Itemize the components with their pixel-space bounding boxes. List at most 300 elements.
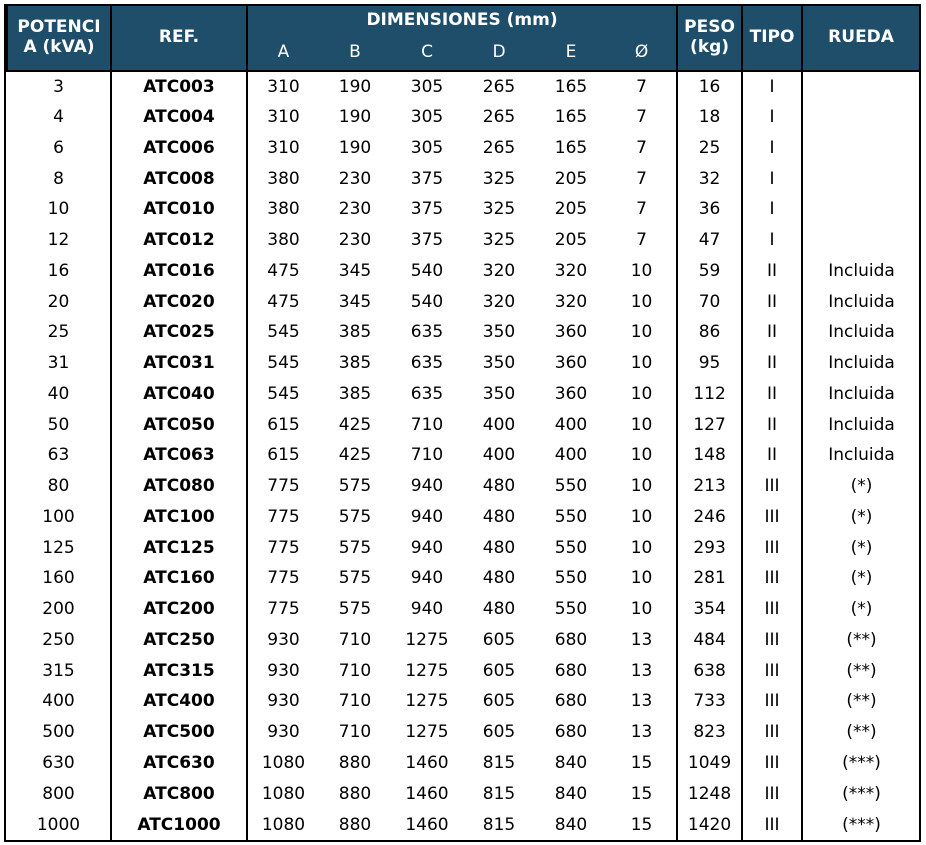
cell-rueda: (**) xyxy=(802,655,920,686)
cell-dim-c: 940 xyxy=(410,599,444,620)
cell-ref: ATC063 xyxy=(111,440,247,471)
cell-peso: 246 xyxy=(677,502,742,533)
cell-dim-d: 605 xyxy=(482,722,516,743)
cell-dim-d: 400 xyxy=(482,414,516,435)
table-row xyxy=(7,286,920,317)
cell-dim-c: 1275 xyxy=(405,691,449,712)
table-row xyxy=(7,625,920,656)
cell-dim-diameter: 10 xyxy=(630,322,653,343)
cell-potencia: 8 xyxy=(53,168,64,189)
cell-dim-a: 775 xyxy=(247,594,319,625)
cell-potencia: 125 xyxy=(42,537,75,558)
cell-ref: ATC080 xyxy=(111,471,247,502)
cell-dim-a: 930 xyxy=(247,655,319,686)
cell-rueda xyxy=(802,225,920,256)
cell-dim-b: 575 xyxy=(338,568,372,589)
table-row xyxy=(7,71,920,102)
cell-dim-a: 310 xyxy=(247,102,319,133)
cell-dim-d: 815 xyxy=(482,783,516,804)
cell-dim-diameter: 10 xyxy=(630,506,653,527)
cell-dim-diameter: 10 xyxy=(630,383,653,404)
cell-dim-e: 320 xyxy=(554,291,588,312)
cell-dim-diameter: 10 xyxy=(630,260,653,281)
cell-dim-c: 540 xyxy=(410,291,444,312)
cell-rueda: (*) xyxy=(802,563,920,594)
cell-dim-b: 190 xyxy=(338,76,372,97)
table-row xyxy=(7,717,920,748)
cell-dim-e: 360 xyxy=(554,383,588,404)
cell-rueda: Incluida xyxy=(802,348,920,379)
cell-ref: ATC012 xyxy=(111,225,247,256)
cell-potencia: 315 xyxy=(42,660,75,681)
cell-dim-diameter: 15 xyxy=(630,752,653,773)
header-dim-e: E xyxy=(535,36,607,71)
cell-rueda: (*) xyxy=(802,594,920,625)
cell-dim-c: 1275 xyxy=(405,629,449,650)
cell-ref: ATC630 xyxy=(111,748,247,779)
cell-dim-d: 480 xyxy=(482,568,516,589)
cell-peso: 354 xyxy=(677,594,742,625)
cell-dim-diameter: 7 xyxy=(636,168,647,189)
cell-rueda: (**) xyxy=(802,686,920,717)
cell-potencia: 100 xyxy=(42,506,75,527)
cell-dim-diameter: 10 xyxy=(630,414,653,435)
cell-dim-b: 345 xyxy=(338,291,372,312)
cell-dim-c: 375 xyxy=(410,199,444,220)
cell-ref: ATC003 xyxy=(111,71,247,102)
cell-rueda: (**) xyxy=(802,717,920,748)
cell-rueda xyxy=(802,194,920,225)
table-body xyxy=(7,71,920,840)
cell-peso: 823 xyxy=(677,717,742,748)
cell-tipo: III xyxy=(742,471,802,502)
cell-potencia: 25 xyxy=(47,322,70,343)
cell-dim-b: 230 xyxy=(338,230,372,251)
cell-tipo: I xyxy=(742,102,802,133)
cell-dim-b: 230 xyxy=(338,199,372,220)
cell-dim-diameter: 10 xyxy=(630,599,653,620)
cell-dim-e: 680 xyxy=(554,722,588,743)
header-dim-c: C xyxy=(391,36,463,71)
cell-dim-a: 380 xyxy=(247,194,319,225)
cell-peso: 733 xyxy=(677,686,742,717)
cell-rueda: Incluida xyxy=(802,286,920,317)
cell-peso: 32 xyxy=(677,163,742,194)
cell-dim-b: 710 xyxy=(338,691,372,712)
cell-dim-a: 775 xyxy=(247,502,319,533)
cell-tipo: III xyxy=(742,809,802,840)
cell-dim-a: 615 xyxy=(247,440,319,471)
cell-rueda xyxy=(802,102,920,133)
cell-dim-diameter: 10 xyxy=(630,476,653,497)
cell-dim-diameter: 10 xyxy=(630,537,653,558)
cell-peso: 484 xyxy=(677,625,742,656)
cell-rueda: (*) xyxy=(802,502,920,533)
cell-peso: 16 xyxy=(677,71,742,102)
cell-dim-c: 1460 xyxy=(405,814,449,835)
header-potencia: POTENCI A (kVA) xyxy=(7,6,111,71)
cell-ref: ATC050 xyxy=(111,409,247,440)
spec-table xyxy=(6,6,921,840)
cell-dim-e: 205 xyxy=(554,230,588,251)
cell-dim-b: 425 xyxy=(338,445,372,466)
table-row xyxy=(7,686,920,717)
cell-dim-a: 475 xyxy=(247,286,319,317)
cell-dim-b: 575 xyxy=(338,506,372,527)
cell-dim-b: 880 xyxy=(338,814,372,835)
cell-ref: ATC250 xyxy=(111,625,247,656)
cell-dim-b: 385 xyxy=(338,322,372,343)
cell-dim-d: 605 xyxy=(482,691,516,712)
cell-ref: ATC160 xyxy=(111,563,247,594)
cell-ref: ATC008 xyxy=(111,163,247,194)
cell-dim-e: 680 xyxy=(554,629,588,650)
cell-dim-diameter: 7 xyxy=(636,199,647,220)
header-dim-b: B xyxy=(319,36,391,71)
table-row xyxy=(7,532,920,563)
cell-dim-a: 380 xyxy=(247,225,319,256)
cell-tipo: III xyxy=(742,563,802,594)
cell-potencia: 63 xyxy=(47,445,70,466)
cell-dim-diameter: 13 xyxy=(630,691,653,712)
cell-peso: 59 xyxy=(677,256,742,287)
cell-tipo: III xyxy=(742,532,802,563)
cell-dim-e: 400 xyxy=(554,414,588,435)
cell-tipo: I xyxy=(742,225,802,256)
cell-dim-d: 265 xyxy=(482,137,516,158)
cell-dim-b: 575 xyxy=(338,537,372,558)
cell-dim-b: 880 xyxy=(338,783,372,804)
cell-dim-diameter: 7 xyxy=(636,137,647,158)
header-ref: REF. xyxy=(111,6,247,71)
cell-dim-a: 1080 xyxy=(247,778,319,809)
cell-rueda xyxy=(802,133,920,164)
cell-dim-e: 205 xyxy=(554,168,588,189)
cell-dim-b: 230 xyxy=(338,168,372,189)
cell-potencia: 250 xyxy=(42,629,75,650)
header-tipo: TIPO xyxy=(742,6,802,71)
cell-tipo: I xyxy=(742,163,802,194)
cell-peso: 36 xyxy=(677,194,742,225)
cell-dim-e: 680 xyxy=(554,691,588,712)
cell-dim-diameter: 7 xyxy=(636,76,647,97)
cell-dim-a: 1080 xyxy=(247,809,319,840)
header-dim-diameter: Ø xyxy=(607,36,677,71)
cell-dim-diameter: 10 xyxy=(630,445,653,466)
table-row xyxy=(7,809,920,840)
cell-dim-e: 360 xyxy=(554,322,588,343)
cell-ref: ATC1000 xyxy=(111,809,247,840)
cell-dim-d: 400 xyxy=(482,445,516,466)
cell-dim-b: 190 xyxy=(338,107,372,128)
cell-ref: ATC031 xyxy=(111,348,247,379)
cell-dim-c: 635 xyxy=(410,322,444,343)
cell-dim-c: 305 xyxy=(410,76,444,97)
cell-dim-a: 775 xyxy=(247,471,319,502)
cell-tipo: I xyxy=(742,133,802,164)
cell-peso: 1248 xyxy=(677,778,742,809)
cell-dim-b: 710 xyxy=(338,629,372,650)
cell-dim-c: 710 xyxy=(410,445,444,466)
cell-dim-a: 310 xyxy=(247,71,319,102)
cell-dim-diameter: 10 xyxy=(630,568,653,589)
cell-potencia: 20 xyxy=(47,291,70,312)
cell-dim-e: 165 xyxy=(554,107,588,128)
cell-dim-a: 930 xyxy=(247,625,319,656)
cell-peso: 638 xyxy=(677,655,742,686)
header-dim-a: A xyxy=(247,36,319,71)
cell-dim-a: 775 xyxy=(247,563,319,594)
cell-peso: 1420 xyxy=(677,809,742,840)
cell-potencia: 50 xyxy=(47,414,70,435)
table-row xyxy=(7,256,920,287)
table-row xyxy=(7,655,920,686)
cell-ref: ATC016 xyxy=(111,256,247,287)
table-row xyxy=(7,102,920,133)
cell-potencia: 31 xyxy=(47,353,70,374)
cell-rueda: Incluida xyxy=(802,440,920,471)
cell-rueda: (***) xyxy=(802,748,920,779)
cell-dim-e: 550 xyxy=(554,476,588,497)
table-row xyxy=(7,409,920,440)
cell-dim-d: 815 xyxy=(482,752,516,773)
table-row xyxy=(7,594,920,625)
cell-dim-c: 1275 xyxy=(405,660,449,681)
cell-potencia: 500 xyxy=(42,722,75,743)
cell-rueda: (*) xyxy=(802,471,920,502)
cell-dim-c: 940 xyxy=(410,476,444,497)
cell-dim-a: 475 xyxy=(247,256,319,287)
cell-dim-c: 305 xyxy=(410,137,444,158)
cell-tipo: I xyxy=(742,71,802,102)
cell-dim-b: 425 xyxy=(338,414,372,435)
cell-dim-a: 615 xyxy=(247,409,319,440)
header-peso: PESO (kg) xyxy=(677,6,742,71)
cell-dim-b: 385 xyxy=(338,383,372,404)
cell-tipo: III xyxy=(742,594,802,625)
cell-dim-d: 350 xyxy=(482,353,516,374)
cell-dim-c: 635 xyxy=(410,383,444,404)
cell-potencia: 800 xyxy=(42,783,75,804)
cell-dim-e: 165 xyxy=(554,76,588,97)
table-row xyxy=(7,317,920,348)
cell-dim-diameter: 7 xyxy=(636,230,647,251)
cell-dim-b: 575 xyxy=(338,599,372,620)
cell-tipo: II xyxy=(742,348,802,379)
cell-dim-c: 1275 xyxy=(405,722,449,743)
cell-dim-b: 385 xyxy=(338,353,372,374)
cell-tipo: II xyxy=(742,440,802,471)
cell-ref: ATC010 xyxy=(111,194,247,225)
cell-dim-e: 550 xyxy=(554,599,588,620)
cell-peso: 127 xyxy=(677,409,742,440)
cell-peso: 213 xyxy=(677,471,742,502)
cell-rueda: (**) xyxy=(802,625,920,656)
cell-ref: ATC800 xyxy=(111,778,247,809)
cell-dim-c: 710 xyxy=(410,414,444,435)
cell-dim-b: 880 xyxy=(338,752,372,773)
cell-tipo: III xyxy=(742,778,802,809)
cell-dim-d: 350 xyxy=(482,322,516,343)
cell-dim-c: 635 xyxy=(410,353,444,374)
cell-rueda xyxy=(802,71,920,102)
cell-tipo: III xyxy=(742,686,802,717)
cell-dim-e: 840 xyxy=(554,783,588,804)
cell-dim-diameter: 13 xyxy=(630,722,653,743)
cell-rueda: Incluida xyxy=(802,379,920,410)
cell-dim-a: 545 xyxy=(247,379,319,410)
cell-tipo: I xyxy=(742,194,802,225)
header-dim-d: D xyxy=(463,36,535,71)
cell-rueda: Incluida xyxy=(802,317,920,348)
cell-rueda xyxy=(802,163,920,194)
cell-dim-diameter: 15 xyxy=(630,814,653,835)
cell-rueda: Incluida xyxy=(802,409,920,440)
cell-dim-c: 1460 xyxy=(405,752,449,773)
cell-dim-d: 325 xyxy=(482,230,516,251)
cell-dim-d: 605 xyxy=(482,660,516,681)
cell-dim-diameter: 7 xyxy=(636,107,647,128)
cell-dim-d: 815 xyxy=(482,814,516,835)
cell-peso: 70 xyxy=(677,286,742,317)
cell-dim-d: 480 xyxy=(482,537,516,558)
cell-dim-c: 940 xyxy=(410,537,444,558)
cell-tipo: II xyxy=(742,256,802,287)
cell-rueda: Incluida xyxy=(802,256,920,287)
cell-dim-a: 545 xyxy=(247,317,319,348)
cell-ref: ATC315 xyxy=(111,655,247,686)
cell-tipo: II xyxy=(742,317,802,348)
header-dimensiones: DIMENSIONES (mm) xyxy=(247,6,677,36)
cell-tipo: III xyxy=(742,502,802,533)
cell-tipo: III xyxy=(742,625,802,656)
cell-dim-d: 480 xyxy=(482,476,516,497)
table-row xyxy=(7,225,920,256)
cell-tipo: III xyxy=(742,655,802,686)
cell-peso: 148 xyxy=(677,440,742,471)
cell-dim-diameter: 10 xyxy=(630,353,653,374)
cell-tipo: II xyxy=(742,409,802,440)
table-row xyxy=(7,471,920,502)
cell-dim-e: 205 xyxy=(554,199,588,220)
cell-potencia: 10 xyxy=(47,199,70,220)
cell-dim-e: 840 xyxy=(554,752,588,773)
cell-dim-d: 325 xyxy=(482,168,516,189)
cell-potencia: 1000 xyxy=(36,814,81,835)
cell-peso: 86 xyxy=(677,317,742,348)
cell-ref: ATC400 xyxy=(111,686,247,717)
cell-ref: ATC004 xyxy=(111,102,247,133)
cell-dim-c: 305 xyxy=(410,107,444,128)
cell-tipo: III xyxy=(742,748,802,779)
table-row xyxy=(7,163,920,194)
cell-dim-a: 930 xyxy=(247,686,319,717)
cell-ref: ATC125 xyxy=(111,532,247,563)
cell-dim-c: 540 xyxy=(410,260,444,281)
cell-ref: ATC200 xyxy=(111,594,247,625)
cell-peso: 95 xyxy=(677,348,742,379)
cell-dim-b: 710 xyxy=(338,660,372,681)
cell-dim-d: 480 xyxy=(482,506,516,527)
cell-tipo: II xyxy=(742,286,802,317)
cell-dim-c: 1460 xyxy=(405,783,449,804)
table-row xyxy=(7,748,920,779)
cell-peso: 47 xyxy=(677,225,742,256)
table-row xyxy=(7,133,920,164)
table-row xyxy=(7,502,920,533)
cell-dim-b: 345 xyxy=(338,260,372,281)
cell-dim-e: 550 xyxy=(554,506,588,527)
cell-dim-d: 265 xyxy=(482,76,516,97)
cell-dim-e: 320 xyxy=(554,260,588,281)
cell-dim-e: 550 xyxy=(554,537,588,558)
cell-ref: ATC100 xyxy=(111,502,247,533)
cell-tipo: III xyxy=(742,717,802,748)
cell-potencia: 6 xyxy=(53,137,64,158)
cell-peso: 281 xyxy=(677,563,742,594)
cell-dim-d: 320 xyxy=(482,291,516,312)
cell-dim-c: 940 xyxy=(410,568,444,589)
cell-potencia: 40 xyxy=(47,383,70,404)
table-row xyxy=(7,563,920,594)
cell-potencia: 12 xyxy=(47,230,70,251)
cell-dim-diameter: 13 xyxy=(630,660,653,681)
cell-dim-b: 575 xyxy=(338,476,372,497)
cell-dim-e: 165 xyxy=(554,137,588,158)
cell-dim-d: 320 xyxy=(482,260,516,281)
cell-peso: 293 xyxy=(677,532,742,563)
cell-potencia: 160 xyxy=(42,568,75,589)
cell-ref: ATC025 xyxy=(111,317,247,348)
cell-dim-e: 840 xyxy=(554,814,588,835)
cell-dim-a: 930 xyxy=(247,717,319,748)
cell-potencia: 400 xyxy=(42,691,75,712)
cell-peso: 1049 xyxy=(677,748,742,779)
cell-dim-a: 775 xyxy=(247,532,319,563)
cell-dim-diameter: 13 xyxy=(630,629,653,650)
cell-tipo: II xyxy=(742,379,802,410)
cell-dim-diameter: 10 xyxy=(630,291,653,312)
table-row xyxy=(7,440,920,471)
cell-dim-a: 310 xyxy=(247,133,319,164)
cell-dim-d: 605 xyxy=(482,629,516,650)
cell-dim-e: 400 xyxy=(554,445,588,466)
cell-ref: ATC040 xyxy=(111,379,247,410)
cell-dim-d: 325 xyxy=(482,199,516,220)
cell-peso: 25 xyxy=(677,133,742,164)
table-row xyxy=(7,379,920,410)
cell-ref: ATC020 xyxy=(111,286,247,317)
cell-ref: ATC500 xyxy=(111,717,247,748)
cell-dim-a: 1080 xyxy=(247,748,319,779)
cell-dim-d: 265 xyxy=(482,107,516,128)
cell-dim-e: 550 xyxy=(554,568,588,589)
cell-potencia: 80 xyxy=(47,476,70,497)
cell-dim-e: 680 xyxy=(554,660,588,681)
header-rueda: RUEDA xyxy=(802,6,920,71)
cell-dim-a: 545 xyxy=(247,348,319,379)
cell-dim-b: 710 xyxy=(338,722,372,743)
table-row xyxy=(7,348,920,379)
spec-table-container xyxy=(4,4,921,842)
cell-potencia: 3 xyxy=(53,76,64,97)
cell-dim-b: 190 xyxy=(338,137,372,158)
cell-rueda: (***) xyxy=(802,778,920,809)
cell-peso: 18 xyxy=(677,102,742,133)
cell-dim-e: 360 xyxy=(554,353,588,374)
cell-dim-d: 480 xyxy=(482,599,516,620)
cell-dim-c: 375 xyxy=(410,230,444,251)
